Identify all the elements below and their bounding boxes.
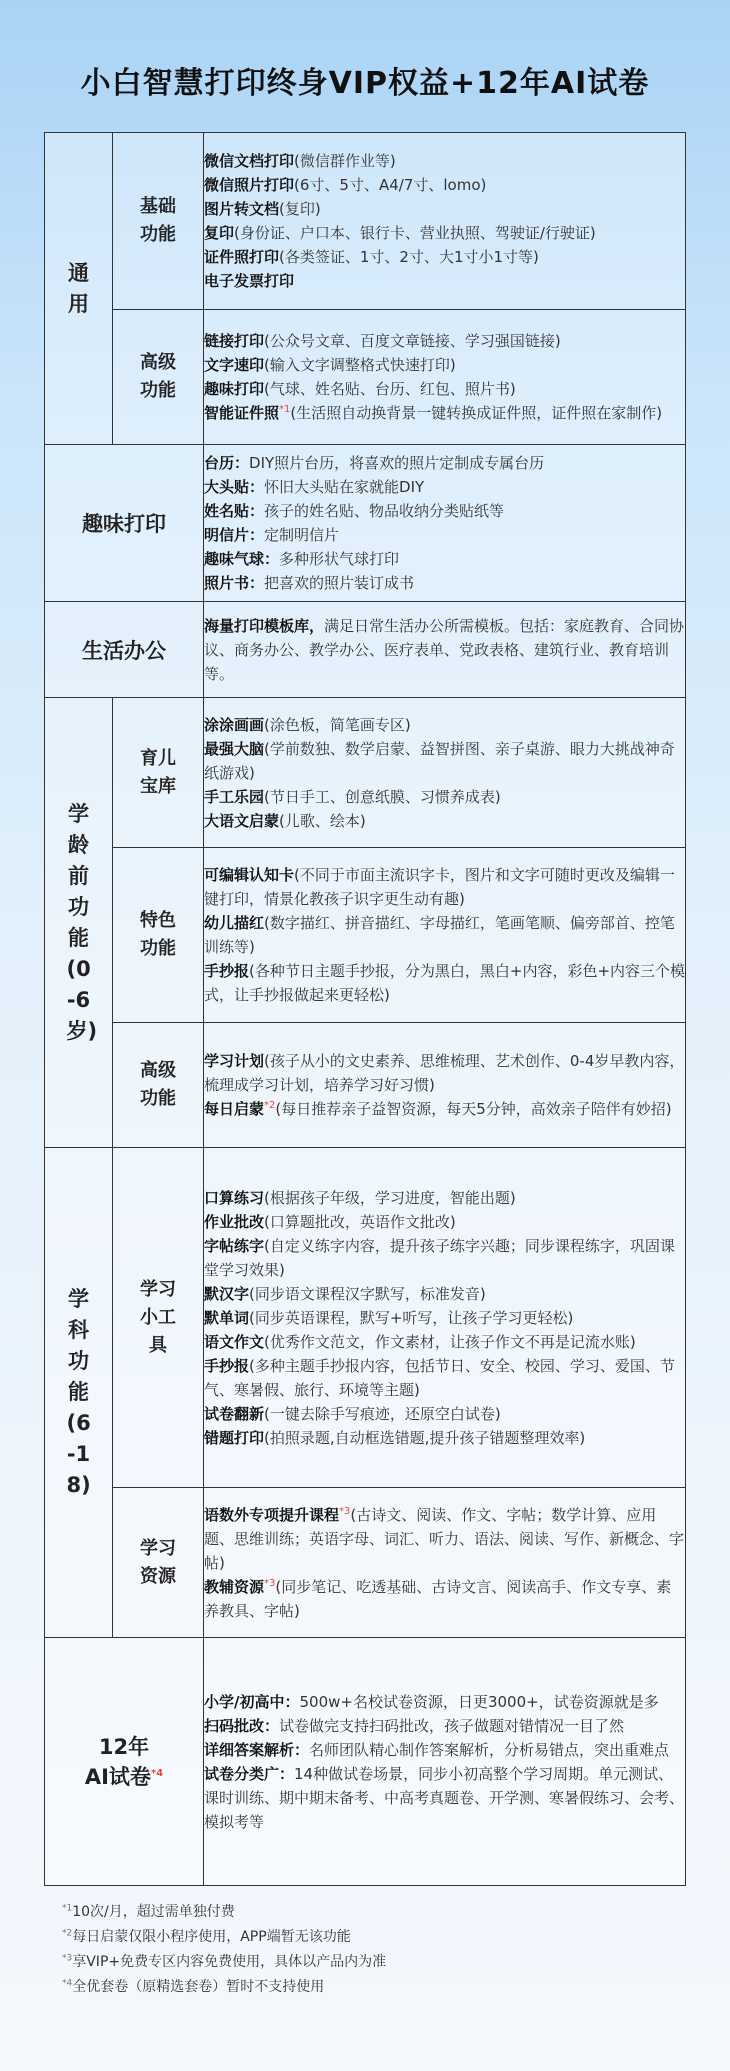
sub-preschool-advanced: 高级功能 — [113, 1023, 204, 1148]
list-item: 幼儿描红(数字描红、拼音描红、字母描红，笔画笔顺、偏旁部首、控笔训练等) — [204, 914, 675, 956]
row-school-resources — [45, 1488, 686, 1638]
list-item: 错题打印(拍照录题,自动框选错题,提升孩子错题整理效率) — [204, 1428, 586, 1447]
list-item: 扫码批改：试卷做完支持扫码批改，孩子做题对错情况一目了然 — [204, 1716, 625, 1735]
list-item: 明信片：定制明信片 — [204, 526, 340, 544]
row-office — [45, 602, 686, 698]
list-item: 微信文档打印(微信群作业等) — [204, 152, 396, 170]
list-item: 链接打印(公众号文章、百度文章链接、学习强国链接) — [204, 332, 561, 350]
list-item: 语文作文(优秀作文范文，作文素材，让孩子作文不再是记流水账) — [204, 1332, 636, 1351]
list-item: 默单词(同步英语课程，默写+听写，让孩子学习更轻松) — [204, 1308, 574, 1327]
row-fun — [45, 445, 686, 602]
list-item: 台历：DIY照片台历，将喜欢的照片定制成专属台历 — [204, 454, 545, 472]
row-preschool-treasure — [45, 698, 686, 848]
list-item: 学习计划(孩子从小的文史素养、思维梳理、艺术创作、0-4岁早教内容，梳理成学习计划，培养学习好习惯) — [204, 1052, 685, 1094]
list-item: 可编辑认知卡(不同于市面主流识字卡，图片和文字可随时更改及编辑一键打印，情景化教孩子识字更生动有趣) — [204, 866, 675, 908]
row-school-tools — [45, 1148, 686, 1488]
footnote-2: $^{*2}$每日启蒙仅限小程序使用，APP端暂无该功能 — [62, 1928, 351, 1945]
list-item: 试卷翻新(一键去除手写痕迹，还原空白试卷) — [204, 1404, 501, 1423]
list-item: 最强大脑(学前数独、数学启蒙、益智拼图、亲子桌游、眼力大挑战神奇纸游戏) — [204, 739, 675, 782]
page-title: 小白智慧打印终身VIP权益+12年AI试卷 — [80, 66, 650, 101]
footnote-4: $^{*4}$全优套卷（原精选套卷）暂时不支持使用 — [62, 1978, 325, 1995]
list-item: 照片书：把喜欢的照片装订成书 — [204, 574, 415, 592]
list-preschool-advanced — [204, 1023, 686, 1148]
row-general-basic — [45, 133, 686, 310]
list-item: 涂涂画画(涂色板，简笔画专区) — [204, 715, 411, 734]
category-exam: 12年 AI试卷$^{*4}$ — [45, 1638, 204, 1886]
list-item: 大头贴：怀旧大头贴在家就能DIY — [204, 478, 425, 496]
list-item: 姓名贴：孩子的姓名贴、物品收纳分类贴纸等 — [204, 502, 505, 520]
list-preschool-featured — [204, 848, 686, 1023]
sub-school-tools: 学习小工具 — [113, 1148, 204, 1488]
list-item: 智能证件照$^{*1}$(生活照自动换背景一键转换成证件照，证件照在家制作) — [204, 404, 663, 422]
sub-preschool-treasure: 育儿宝库 — [113, 698, 204, 848]
footnotes — [62, 1900, 682, 2000]
footnote-1: $^{*1}$10次/月，超过需单独付费 — [62, 1903, 235, 1920]
list-item: 详细答案解析：名师团队精心制作答案解析，分析易错点，突出重难点 — [204, 1740, 670, 1759]
list-item: 图片转文档(复印) — [204, 200, 321, 218]
list-item: 手抄报(各种节日主题手抄报，分为黑白，黑白+内容，彩色+内容三个模式，让手抄报做起来更轻松) — [204, 962, 686, 1004]
list-item: 试卷分类广：14种做试卷场景，同步小初高整个学习周期。单元测试、课时训练、期中期末备考、中高考真题卷、开学测、寒暑假练习、会考、模拟考等 — [204, 1764, 685, 1831]
sub-general-advanced: 高级功能 — [113, 310, 204, 445]
sub-general-basic: 基础功能 — [113, 133, 204, 310]
list-item: 海量打印模板库，满足日常生活办公所需模板。包括：家庭教育、合同协议、商务办公、教学办公、医疗表单、党政表格、建筑行业、教育培训等。 — [204, 616, 685, 683]
category-general: 通用 — [45, 133, 113, 445]
list-item: 文字速印(输入文字调整格式快速打印) — [204, 356, 456, 374]
list-item: 小学/初高中：500w+名校试卷资源，日更3000+，试卷资源就是多 — [204, 1692, 659, 1711]
list-item: 趣味气球：多种形状气球打印 — [204, 550, 400, 568]
category-office: 生活办公 — [45, 602, 204, 698]
list-item: 手抄报(多种主题手抄报内容，包括节日、安全、校园、学习、爱国、节气、寒暑假、旅行、环境等主题) — [204, 1356, 675, 1399]
list-item: 微信照片打印(6寸、5寸、A4/7寸、lomo) — [204, 176, 487, 194]
list-general-basic — [204, 133, 686, 310]
list-item: 证件照打印(各类签证、1寸、2寸、大1寸小1寸等) — [204, 248, 539, 266]
sub-school-resources: 学习资源 — [113, 1488, 204, 1638]
row-exam — [45, 1638, 686, 1886]
row-general-advanced — [45, 310, 686, 445]
footnote-mark: *2 — [264, 1100, 276, 1111]
list-item: 字帖练字(自定义练字内容，提升孩子练字兴趣；同步课程练字，巩固课堂学习效果) — [204, 1236, 675, 1279]
list-item: 作业批改(口算题批改，英语作文批改) — [204, 1212, 456, 1231]
list-school-tools — [204, 1148, 686, 1488]
list-fun — [204, 445, 686, 602]
list-item: 大语文启蒙(儿歌、绘本) — [204, 811, 366, 830]
footnote-mark: *3 — [264, 1577, 276, 1589]
list-item: 手工乐园(节日手工、创意纸膜、习惯养成表) — [204, 787, 501, 806]
row-preschool-advanced — [45, 1023, 686, 1148]
list-item: 默汉字(同步语文课程汉字默写，标准发音) — [204, 1284, 486, 1303]
list-item: 电子发票打印 — [204, 272, 295, 290]
footnote-mark: *3 — [339, 1505, 351, 1517]
list-preschool-treasure — [204, 698, 686, 848]
row-preschool-featured — [45, 848, 686, 1023]
category-school: 学科功能(6-18) — [45, 1148, 113, 1638]
list-exam — [204, 1638, 686, 1886]
footnote-3: $^{*3}$享VIP+免费专区内容免费使用，具体以产品内为准 — [62, 1953, 387, 1970]
category-preschool: 学龄前功能(0-6岁) — [45, 698, 113, 1148]
list-school-resources — [204, 1488, 686, 1638]
footnote-mark: *1 — [279, 404, 291, 415]
list-general-advanced — [204, 310, 686, 445]
list-item: 复印(身份证、户口本、银行卡、营业执照、驾驶证/行驶证) — [204, 224, 596, 242]
list-item: 教辅资源$^{*3}$(同步笔记、吃透基础、古诗文言、阅读高手、作文专享、素养教具、字帖) — [204, 1577, 672, 1620]
sub-preschool-featured: 特色功能 — [113, 848, 204, 1023]
list-item: 口算练习(根据孩子年级，学习进度，智能出题) — [204, 1188, 516, 1207]
list-item: 每日启蒙$^{*2}$(每日推荐亲子益智资源，每天5分钟，高效亲子陪伴有妙招) — [204, 1100, 672, 1118]
benefits-table — [44, 132, 686, 1886]
footnote-mark: *4 — [150, 1767, 164, 1779]
category-fun: 趣味打印 — [45, 445, 204, 602]
list-item: 语数外专项提升课程$^{*3}$(古诗文、阅读、作文、字帖；数学计算、应用题、思维训练；英语字母、词汇、听力、语法、阅读、写作、新概念、字帖) — [204, 1505, 685, 1572]
list-office — [204, 602, 686, 698]
list-item: 趣味打印(气球、姓名贴、台历、红包、照片书) — [204, 380, 516, 398]
